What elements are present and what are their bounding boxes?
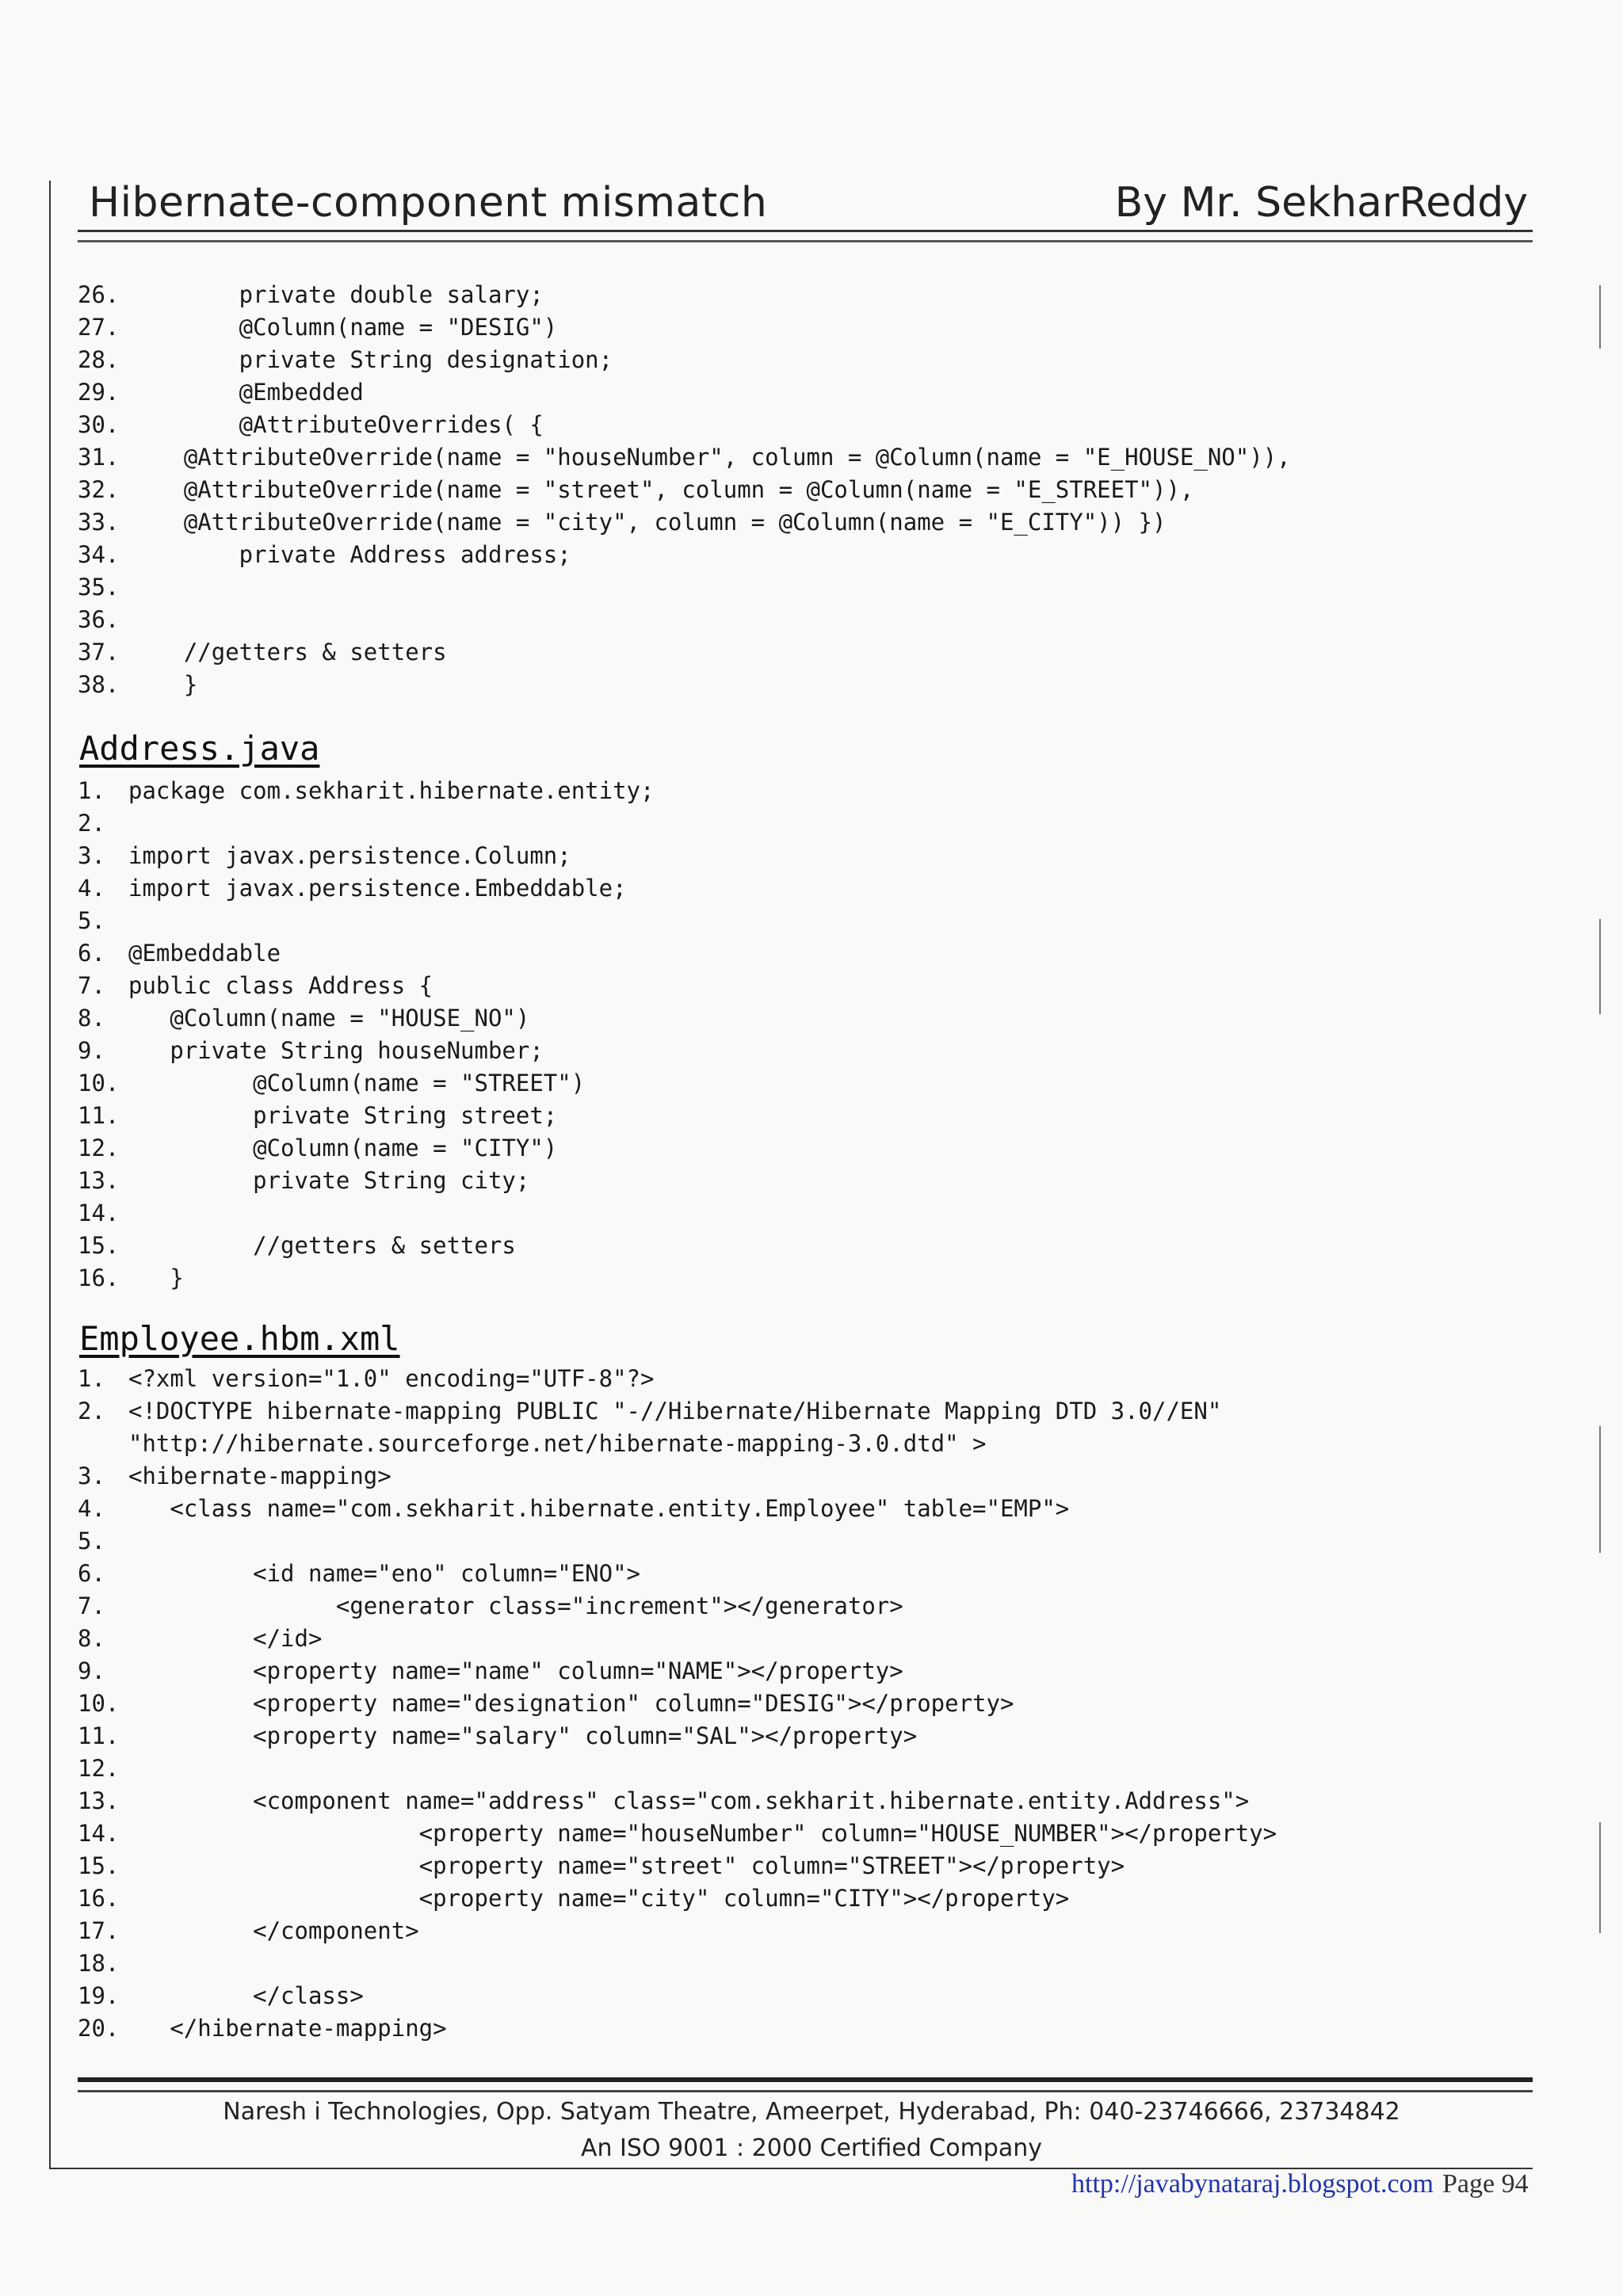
- page-author: By Mr. SekharReddy: [1114, 179, 1528, 227]
- code-text: }: [128, 671, 198, 698]
- code-line: [78, 344, 1291, 376]
- line-number: 14.: [78, 1820, 120, 1847]
- code-line: [78, 970, 654, 1002]
- line-number: 2.: [78, 1398, 105, 1425]
- code-line: [78, 1067, 654, 1100]
- code-line: [78, 506, 1291, 539]
- code-line: [78, 1947, 1277, 1980]
- code-line: [78, 474, 1291, 506]
- line-number: 18.: [78, 1950, 120, 1977]
- code-text: <id name="eno" column="ENO">: [128, 1560, 641, 1587]
- line-number: 27.: [78, 314, 120, 341]
- code-text: @AttributeOverride(name = "city", column = @Column(name = "E_CITY")) }): [128, 509, 1167, 536]
- line-number: 15.: [78, 1232, 120, 1259]
- line-number: 16.: [78, 1264, 120, 1291]
- code-text: <?xml version="1.0" encoding="UTF-8"?>: [128, 1365, 655, 1392]
- code-text: import javax.persistence.Embeddable;: [128, 875, 627, 902]
- code-text: @AttributeOverride(name = "houseNumber", column = @Column(name = "E_HOUSE_NO")),: [128, 444, 1291, 471]
- code-line: [78, 1655, 1277, 1688]
- code-text: public class Address {: [128, 972, 433, 999]
- code-line: [78, 636, 1291, 669]
- code-text: //getters & setters: [128, 1232, 516, 1259]
- footer-divider: [78, 2077, 1533, 2092]
- hbm-section-title: Employee.hbm.xml: [79, 1319, 400, 1358]
- code-text: <!DOCTYPE hibernate-mapping PUBLIC "-//Hibernate/Hibernate Mapping DTD 3.0//EN": [128, 1398, 1222, 1425]
- code-text: <component name="address" class="com.sekharit.hibernate.entity.Address">: [128, 1787, 1250, 1814]
- code-line: [78, 840, 654, 872]
- binder-mark: [1599, 919, 1601, 1014]
- line-number: 33.: [78, 509, 120, 536]
- code-text: "http://hibernate.sourceforge.net/hibernate-mapping-3.0.dtd" >: [128, 1430, 987, 1457]
- binder-mark: [1599, 285, 1601, 349]
- code-line: [78, 1363, 1277, 1395]
- code-line: [78, 1428, 1277, 1460]
- code-line: [78, 441, 1291, 474]
- line-number: 9.: [78, 1657, 105, 1684]
- line-number: 9.: [78, 1037, 105, 1064]
- code-text: @Column(name = "HOUSE_NO"): [128, 1005, 530, 1032]
- line-number: 4.: [78, 1495, 105, 1522]
- line-number: 5.: [78, 1527, 105, 1554]
- footer-iso: An ISO 9001 : 2000 Certified Company: [580, 2134, 1042, 2162]
- page-title: Hibernate-component mismatch: [89, 179, 768, 227]
- code-line: [78, 1460, 1277, 1493]
- code-line: [78, 1002, 654, 1035]
- address-section-title: Address.java: [79, 729, 320, 768]
- code-line: [78, 1262, 654, 1295]
- code-line: [78, 807, 654, 840]
- code-text: <property name="street" column="STREET"></property>: [128, 1852, 1125, 1879]
- code-line: [78, 1395, 1277, 1428]
- code-line: [78, 905, 654, 937]
- code-text: private String houseNumber;: [128, 1037, 544, 1064]
- code-line: [78, 1882, 1277, 1915]
- line-number: 10.: [78, 1690, 120, 1717]
- code-text: <property name="designation" column="DESIG"></property>: [128, 1690, 1014, 1717]
- code-text: private double salary;: [128, 281, 544, 308]
- code-line: [78, 872, 654, 905]
- code-line: [78, 1525, 1277, 1558]
- line-number: 36.: [78, 606, 120, 633]
- line-number: 15.: [78, 1852, 120, 1879]
- line-number: 37.: [78, 639, 120, 666]
- code-text: @Embeddable: [128, 940, 281, 967]
- line-number: 7.: [78, 972, 105, 999]
- code-line: [78, 669, 1291, 701]
- footer-link[interactable]: http://javabynataraj.blogspot.com: [1071, 2169, 1434, 2199]
- code-line: [78, 279, 1291, 311]
- footer-address: Naresh i Technologies, Opp. Satyam Theatre, Ameerpet, Hyderabad, Ph: 040-23746666, 23734842: [223, 2098, 1400, 2126]
- code-line: [78, 1688, 1277, 1720]
- line-number: 28.: [78, 346, 120, 373]
- code-text: @AttributeOverride(name = "street", column = @Column(name = "E_STREET")),: [128, 476, 1194, 503]
- code-text: <class name="com.sekharit.hibernate.entity.Employee" table="EMP">: [128, 1495, 1070, 1522]
- code-line: [78, 1720, 1277, 1753]
- code-line: [78, 1035, 654, 1067]
- line-number: 35.: [78, 574, 120, 601]
- code-text: private String city;: [128, 1167, 530, 1194]
- line-number: 12.: [78, 1135, 120, 1161]
- line-number: 20.: [78, 2015, 120, 2042]
- line-number: 1.: [78, 1365, 105, 1392]
- line-number: 29.: [78, 379, 120, 406]
- line-number: 10.: [78, 1070, 120, 1097]
- code-line: [78, 1623, 1277, 1655]
- code-line: [78, 937, 654, 970]
- code-line: [78, 1817, 1277, 1850]
- line-number: 3.: [78, 1463, 105, 1489]
- line-number: 30.: [78, 411, 120, 438]
- code-text: </component>: [128, 1917, 419, 1944]
- code-line: [78, 2012, 1277, 2045]
- code-line: [78, 409, 1291, 441]
- line-number: 17.: [78, 1917, 120, 1944]
- code-line: [78, 775, 654, 807]
- code-line: [78, 1850, 1277, 1882]
- code-text: <property name="name" column="NAME"></property>: [128, 1657, 903, 1684]
- line-number: 14.: [78, 1199, 120, 1226]
- line-number: 4.: [78, 875, 105, 902]
- binder-mark: [1599, 1822, 1601, 1933]
- code-line: [78, 1165, 654, 1197]
- code-text: package com.sekharit.hibernate.entity;: [128, 777, 655, 804]
- code-line: [78, 539, 1291, 571]
- code-line: [78, 311, 1291, 344]
- line-number: 32.: [78, 476, 120, 503]
- code-text: @Column(name = "DESIG"): [128, 314, 558, 341]
- code-text: }: [128, 1264, 184, 1291]
- code-text: <hibernate-mapping>: [128, 1463, 391, 1489]
- address-code-block: [78, 775, 654, 1295]
- code-line: [78, 1100, 654, 1132]
- code-line: [78, 376, 1291, 409]
- code-text: @Embedded: [128, 379, 364, 406]
- code-text: private String designation;: [128, 346, 613, 373]
- line-number: 12.: [78, 1755, 120, 1782]
- code-text: </hibernate-mapping>: [128, 2015, 447, 2042]
- line-number: 7.: [78, 1592, 105, 1619]
- code-line: [78, 1558, 1277, 1590]
- line-number: 11.: [78, 1102, 120, 1129]
- line-number: 13.: [78, 1787, 120, 1814]
- code-text: private Address address;: [128, 541, 571, 568]
- code-line: [78, 1753, 1277, 1785]
- code-text: @Column(name = "CITY"): [128, 1135, 558, 1161]
- code-line: [78, 1230, 654, 1262]
- code-line: [78, 1590, 1277, 1623]
- header-divider: [78, 230, 1533, 242]
- line-number: 8.: [78, 1005, 105, 1032]
- code-text: <generator class="increment"></generator>: [128, 1592, 903, 1619]
- code-text: //getters & setters: [128, 639, 447, 666]
- code-line: [78, 604, 1291, 636]
- hbm-code-block: [78, 1363, 1277, 2045]
- line-number: 38.: [78, 671, 120, 698]
- code-text: </class>: [128, 1982, 364, 2009]
- line-number: 2.: [78, 810, 105, 837]
- code-line: [78, 1132, 654, 1165]
- binder-mark: [1599, 1426, 1601, 1553]
- line-number: 26.: [78, 281, 120, 308]
- code-line: [78, 1915, 1277, 1947]
- line-number: 11.: [78, 1722, 120, 1749]
- line-number: 13.: [78, 1167, 120, 1194]
- line-number: 3.: [78, 842, 105, 869]
- employee-code-tail: [78, 279, 1291, 701]
- line-number: 8.: [78, 1625, 105, 1652]
- code-line: [78, 571, 1291, 604]
- code-line: [78, 1493, 1277, 1525]
- code-text: <property name="city" column="CITY"></property>: [128, 1885, 1070, 1912]
- code-text: <property name="salary" column="SAL"></property>: [128, 1722, 918, 1749]
- line-number: 1.: [78, 777, 105, 804]
- line-number: 19.: [78, 1982, 120, 2009]
- code-line: [78, 1197, 654, 1230]
- line-number: 6.: [78, 1560, 105, 1587]
- code-text: @AttributeOverrides( {: [128, 411, 544, 438]
- code-text: private String street;: [128, 1102, 558, 1129]
- code-text: </id>: [128, 1625, 323, 1652]
- code-text: <property name="houseNumber" column="HOUSE_NUMBER"></property>: [128, 1820, 1277, 1847]
- line-number: 16.: [78, 1885, 120, 1912]
- code-text: @Column(name = "STREET"): [128, 1070, 586, 1097]
- code-line: [78, 1785, 1277, 1817]
- line-number: 31.: [78, 444, 120, 471]
- line-number: 34.: [78, 541, 120, 568]
- page-number: Page 94: [1442, 2169, 1529, 2199]
- line-number: 5.: [78, 907, 105, 934]
- line-number: 6.: [78, 940, 105, 967]
- code-line: [78, 1980, 1277, 2012]
- code-text: import javax.persistence.Column;: [128, 842, 571, 869]
